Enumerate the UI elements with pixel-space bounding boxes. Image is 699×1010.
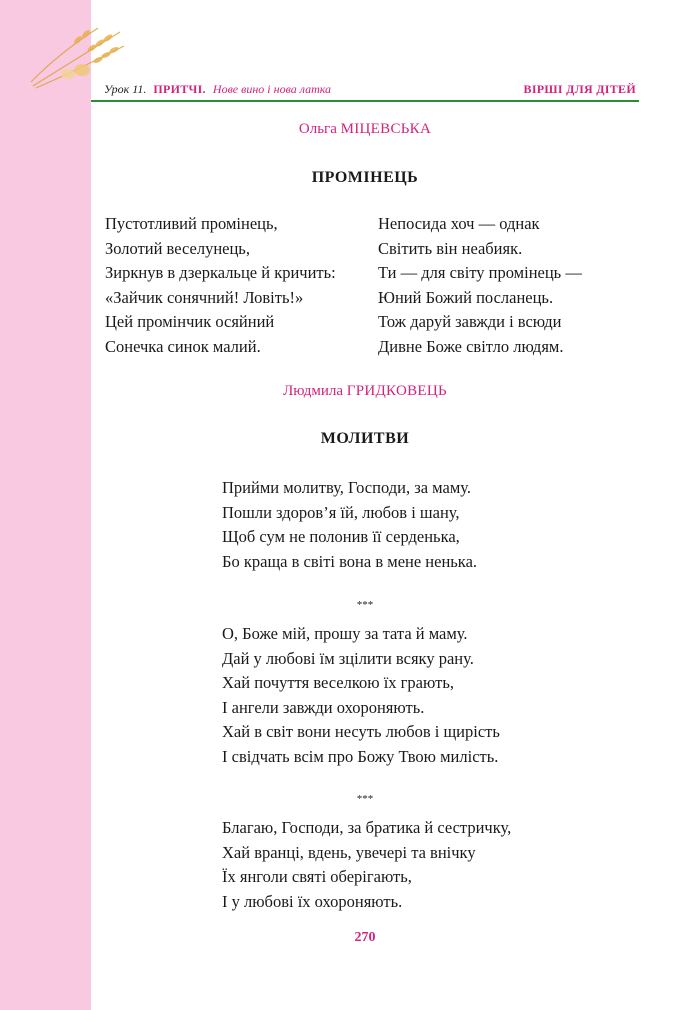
poem2-stanza-1 <box>222 476 477 574</box>
verse-line: Ти — для світу промінець — <box>378 263 582 282</box>
verse-line: Юний Божий посланець. <box>378 287 554 307</box>
wheat-ears-icon <box>28 24 128 90</box>
poem2-stanza-3 <box>222 816 511 914</box>
verse-line: Цей промінчик осяйний <box>105 312 275 331</box>
lesson-topic: ПРИТЧІ. <box>153 82 206 96</box>
header-rule <box>91 100 639 102</box>
verse-line: Їх янголи святі оберігають, <box>222 867 412 886</box>
verse-line: Хай почуття веселкою їх грають, <box>222 673 454 692</box>
verse-line: Дивне Боже світло людям. <box>378 336 564 356</box>
verse-line: О, Боже мій, прошу за тата й маму. <box>222 624 468 643</box>
poem1-title: ПРОМІНЕЦЬ <box>311 169 419 186</box>
verse-line: І у любові їх охороняють. <box>222 891 403 911</box>
left-margin-band <box>0 0 91 1010</box>
verse-line: Пустотливий промінець, <box>105 214 278 233</box>
stanza-separator: *** <box>356 793 374 805</box>
lesson-subtopic: Нове вино і нова латка <box>212 82 332 96</box>
page-number: 270 <box>354 930 376 945</box>
verse-line: І ангели завжди охороняють. <box>222 697 425 717</box>
poem1-author <box>91 121 639 138</box>
verse-line: І свідчать всім про Божу Твою милість. <box>222 746 499 766</box>
section-title: ВІРШІ ДЛЯ ДІТЕЙ <box>523 82 636 96</box>
verse-line: Пошли здоров’я їй, любов і шану, <box>222 502 460 522</box>
verse-line: Бо краща в світі вона в мене ненька. <box>222 551 478 571</box>
verse-line: Сонечка синок малий. <box>105 336 261 356</box>
verse-line: Благаю, Господи, за братика й сестричку, <box>222 818 512 837</box>
verse-line: Золотий веселунець, <box>105 238 250 258</box>
poem2-title: МОЛИТВИ <box>320 430 410 447</box>
poem1-left-column <box>105 212 336 359</box>
poem2-author <box>91 383 639 400</box>
verse-line: Прийми молитву, Господи, за маму. <box>222 478 471 497</box>
verse-line: Дай у любові їм зцілити всяку рану. <box>222 648 474 668</box>
poem1-author-last: МІЦЕВСЬКА <box>340 121 432 137</box>
running-header <box>104 82 636 100</box>
verse-line: Хай вранці, вдень, увечері та внічку <box>222 842 476 862</box>
poem1-right-column <box>378 212 582 359</box>
verse-line: Щоб сум не полонив її серденька, <box>222 527 460 546</box>
poem2-author-last: ГРИДКОВЕЦЬ <box>346 383 447 399</box>
stanza-separator: *** <box>356 599 374 611</box>
poem2-author-first: Людмила <box>283 383 343 399</box>
poem1-author-first: Ольга <box>298 121 337 137</box>
verse-line: Непосида хоч — однак <box>378 214 540 233</box>
verse-line: Світить він неабияк. <box>378 238 523 258</box>
verse-line: Хай в світ вони несуть любов і щирість <box>222 722 500 741</box>
lesson-number: Урок 11. <box>104 82 147 96</box>
verse-line: Зиркнув в дзеркальце й кричить: <box>105 263 336 282</box>
verse-line: Тож даруй завжди і всюди <box>378 312 562 331</box>
verse-line: «Зайчик сонячний! Ловіть!» <box>105 287 304 307</box>
poem2-stanza-2 <box>222 622 500 769</box>
